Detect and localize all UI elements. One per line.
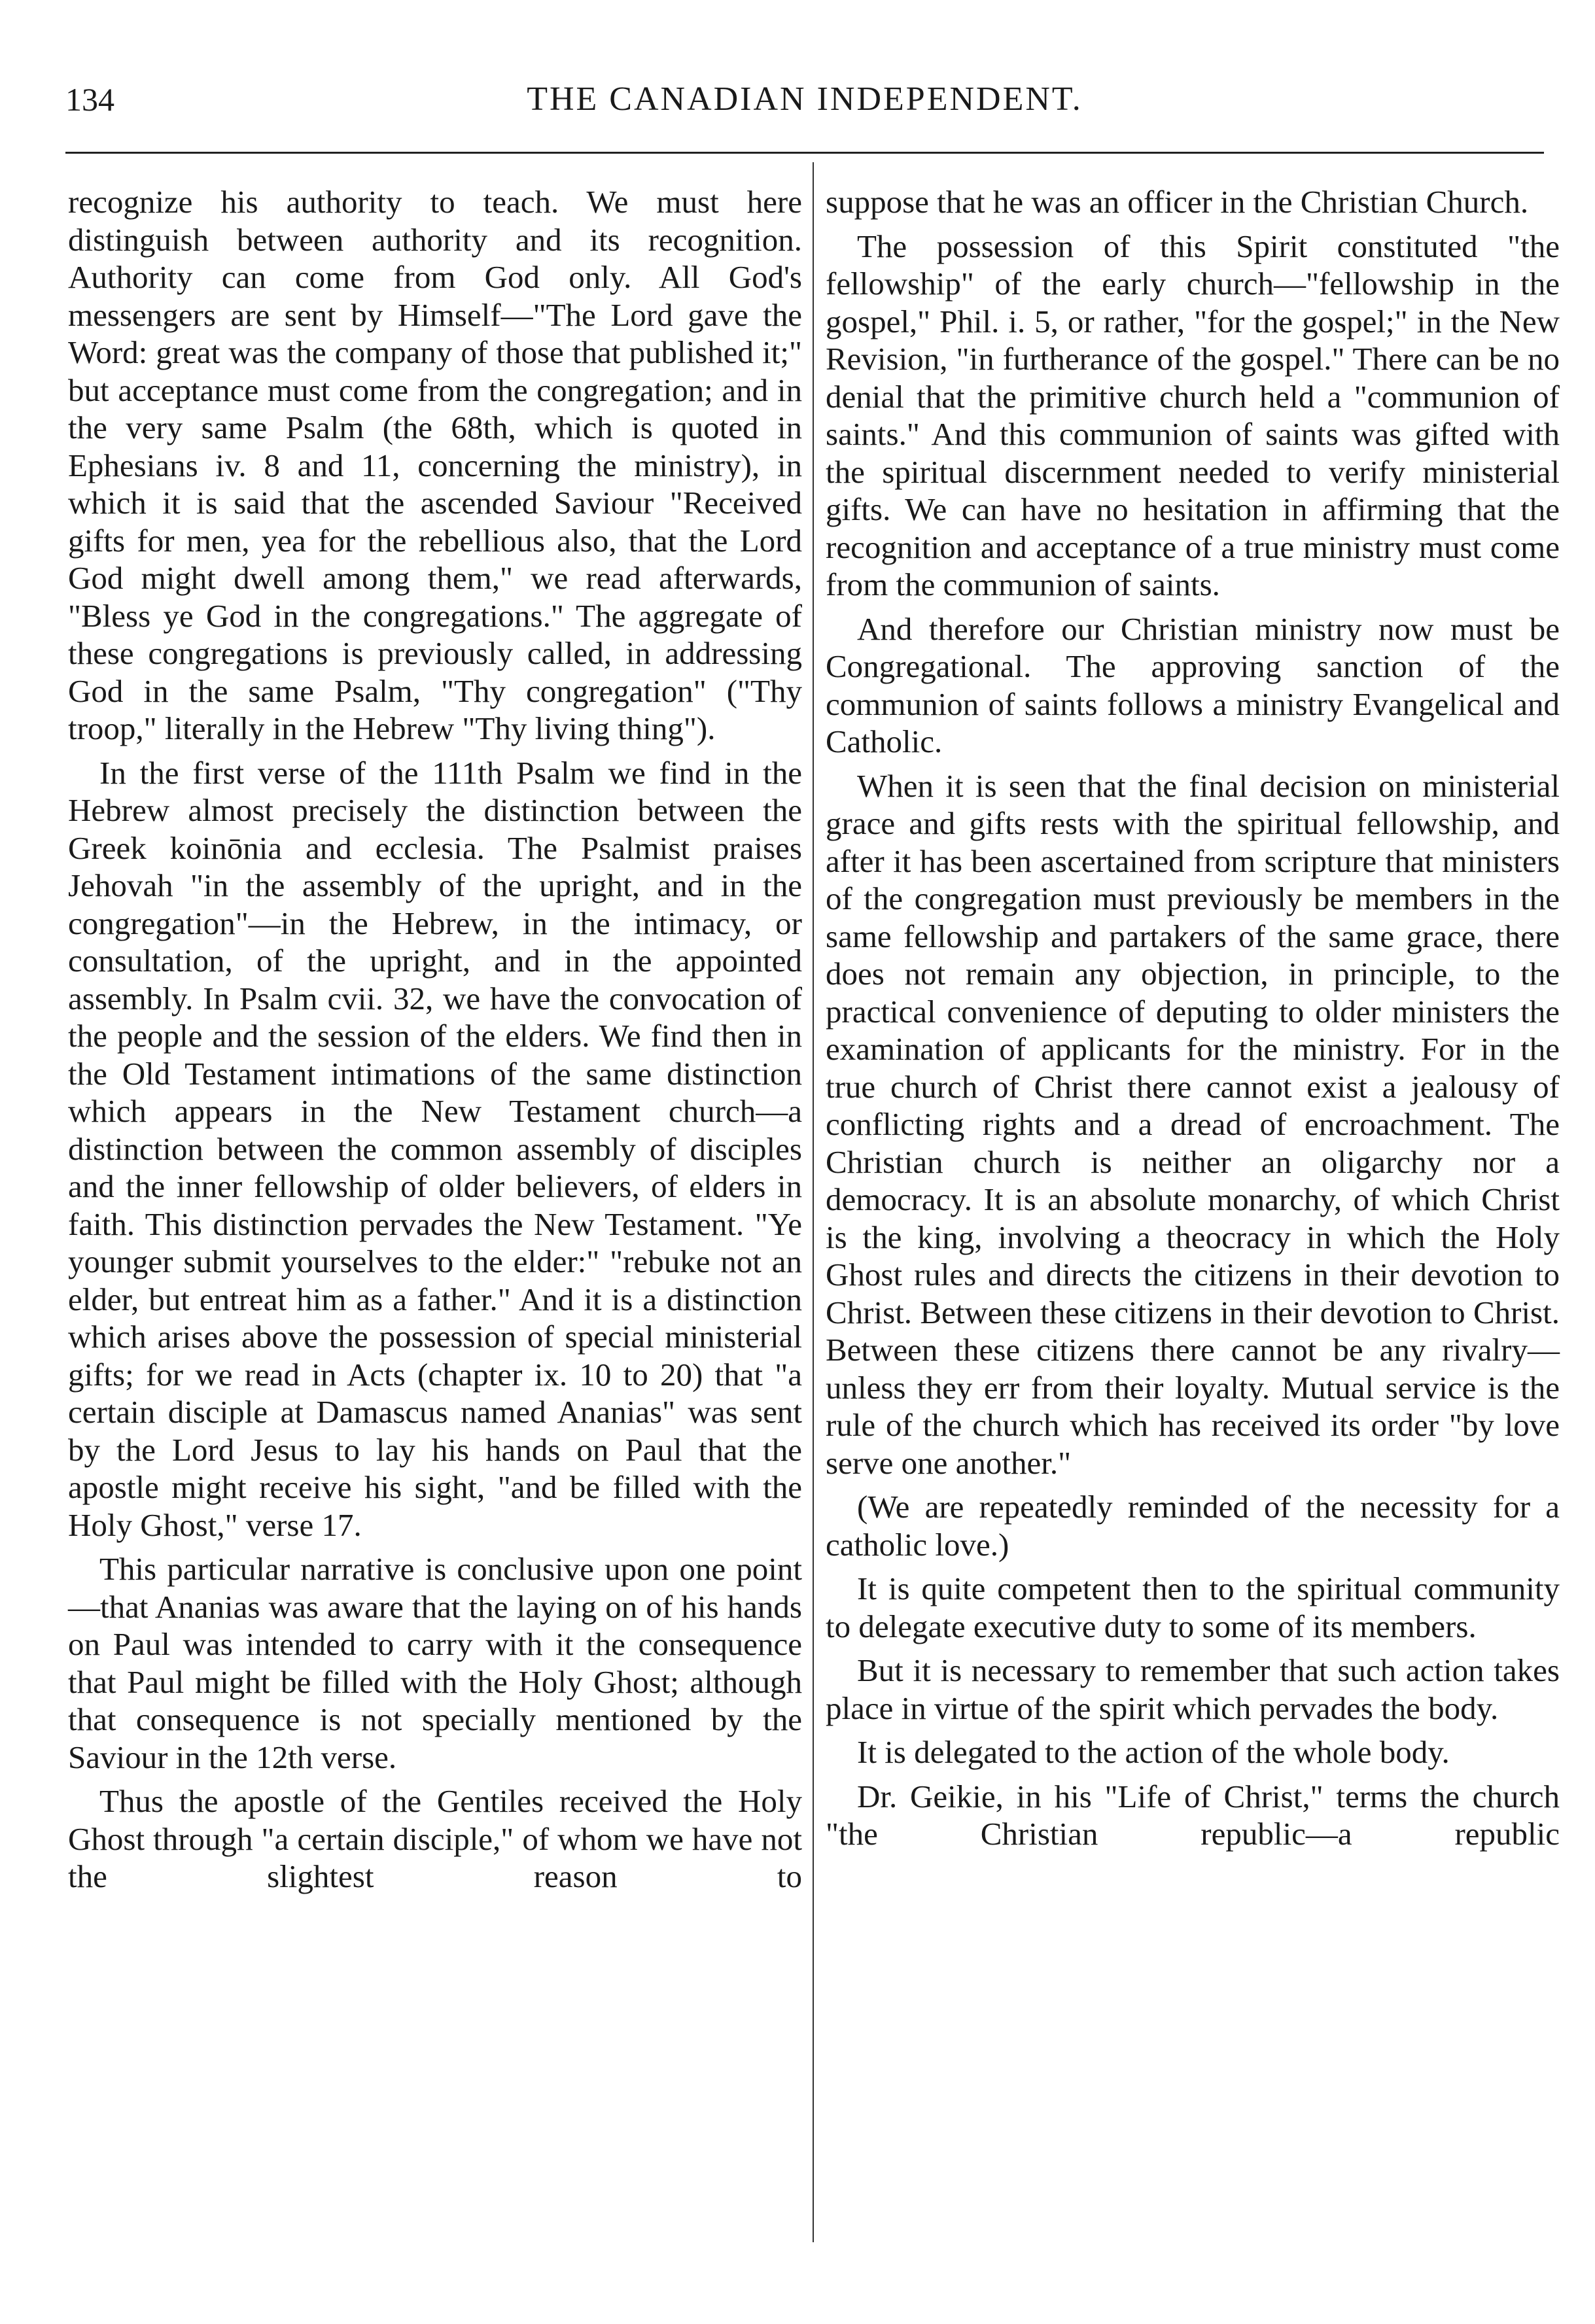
- paragraph: And therefore our Christian ministry now must be Congregational. The approving sanction of the communion of saints follows a ministry Evangelical and Catholic.: [826, 610, 1560, 759]
- header-rule: [65, 152, 1544, 154]
- right-column: [826, 183, 1560, 1860]
- paragraph: Dr. Geikie, in his "Life of Christ," terms the church "the Christian republic—a republic: [826, 1778, 1560, 1852]
- paragraph: It is delegated to the action of the whole body.: [857, 1734, 1450, 1770]
- paragraph: When it is seen that the final decision on ministerial grace and gifts rests with the spiritual fellowship, and after it has been ascertained from scripture that ministers of the congregation must previously be members in the same fellowship and partakers of the same grace, there does not remain any objection, in principle, to the practical convenience of deputing to older ministers the examination of applicants for the ministry. For in the true church of Christ there cannot exist a jealousy of conflicting rights and a dread of encroachment. The Christian church is neither an oligarchy nor a democracy. It is an absolute monarchy, of which Christ is the king, involving a theocracy in which the Holy Ghost rules and directs the citizens in their devotion to Christ. Between these citizens in their devotion to Christ. Between these citizens there cannot be any rivalry—unless they err from their loyalty. Mutual service is the rule of the church which has received its order "by love serve one another.": [826, 767, 1560, 1481]
- paragraph: recognize his authority to teach. We must here distinguish between authority and its recognition. Authority can come from God only. All God's messengers are sent by Himself—"The Lord gave the Word: great was the company of those that published it;" but acceptance must come from the congregation; and in the very same Psalm (the 68th, which is quoted in Ephesians iv. 8 and 11, concerning the ministry), in which it is said that the ascended Saviour "Received gifts for men, yea for the rebellious also, that the Lord God might dwell among them," we read afterwards, "Bless ye God in the congregations." The aggregate of these congregations is previously called, in addressing God in the same Psalm, "Thy congregation" ("Thy troop," literally in the Hebrew "Thy living thing").: [68, 184, 802, 746]
- paragraph: Thus the apostle of the Gentiles received the Holy Ghost through "a certain disciple," of whom we have not the slightest reason to: [68, 1783, 802, 1894]
- left-column: [68, 183, 802, 1902]
- paragraph: The possession of this Spirit constituted "the fellowship" of the early church—"fellowship in the gospel," Phil. i. 5, or rather, "for the gospel;" in the New Revision, "in furtherance of the gospel." There can be no denial that the primitive church held a "communion of saints." And this communion of saints was gifted with the spiritual discernment needed to verify ministerial gifts. We can have no hesitation in affirming that the recognition and acceptance of a true ministry must come from the communion of saints.: [826, 228, 1560, 602]
- paragraph: This particular narrative is conclusive upon one point—that Ananias was aware that the laying on of his hands on Paul was intended to carry with it the consequence that Paul might be filled with the Holy Ghost; although that consequence is not specially mentioned by the Saviour in the 12th verse.: [68, 1551, 802, 1775]
- column-divider: [813, 162, 814, 2242]
- paragraph: It is quite competent then to the spiritual community to delegate executive duty to some of its members.: [826, 1570, 1560, 1644]
- paragraph: But it is necessary to remember that such action takes place in virtue of the spirit which pervades the body.: [826, 1652, 1560, 1726]
- page-header: [65, 78, 1544, 131]
- page-number: 134: [65, 81, 114, 118]
- paragraph: suppose that he was an officer in the Christian Church.: [826, 184, 1529, 220]
- paragraph: (We are repeatedly reminded of the necessity for a catholic love.): [826, 1489, 1560, 1563]
- paragraph: In the first verse of the 111th Psalm we find in the Hebrew almost precisely the distinction between the Greek koinōnia and ecclesia. The Psalmist praises Jehovah "in the assembly of the upright, and in the congregation"—in the Hebrew, in the intimacy, or consultation, of the upright, and in the appointed assembly. In Psalm cvii. 32, we have the convocation of the people and the session of the elders. We find then in the Old Testament intimations of the same distinction which appears in the New Testament church—a distinction between the common assembly of disciples and the inner fellowship of older believers, of elders in faith. This distinction pervades the New Testament. "Ye younger submit yourselves to the elder:" "rebuke not an elder, but entreat him as a father." And it is a distinction which arises above the possession of special ministerial gifts; for we read in Acts (chapter ix. 10 to 20) that "a certain disciple at Damascus named Ananias" was sent by the Lord Jesus to lay his hands on Paul that the apostle might receive his sight, "and be filled with the Holy Ghost," verse 17.: [68, 754, 802, 1543]
- running-title: THE CANADIAN INDEPENDENT.: [527, 80, 1083, 118]
